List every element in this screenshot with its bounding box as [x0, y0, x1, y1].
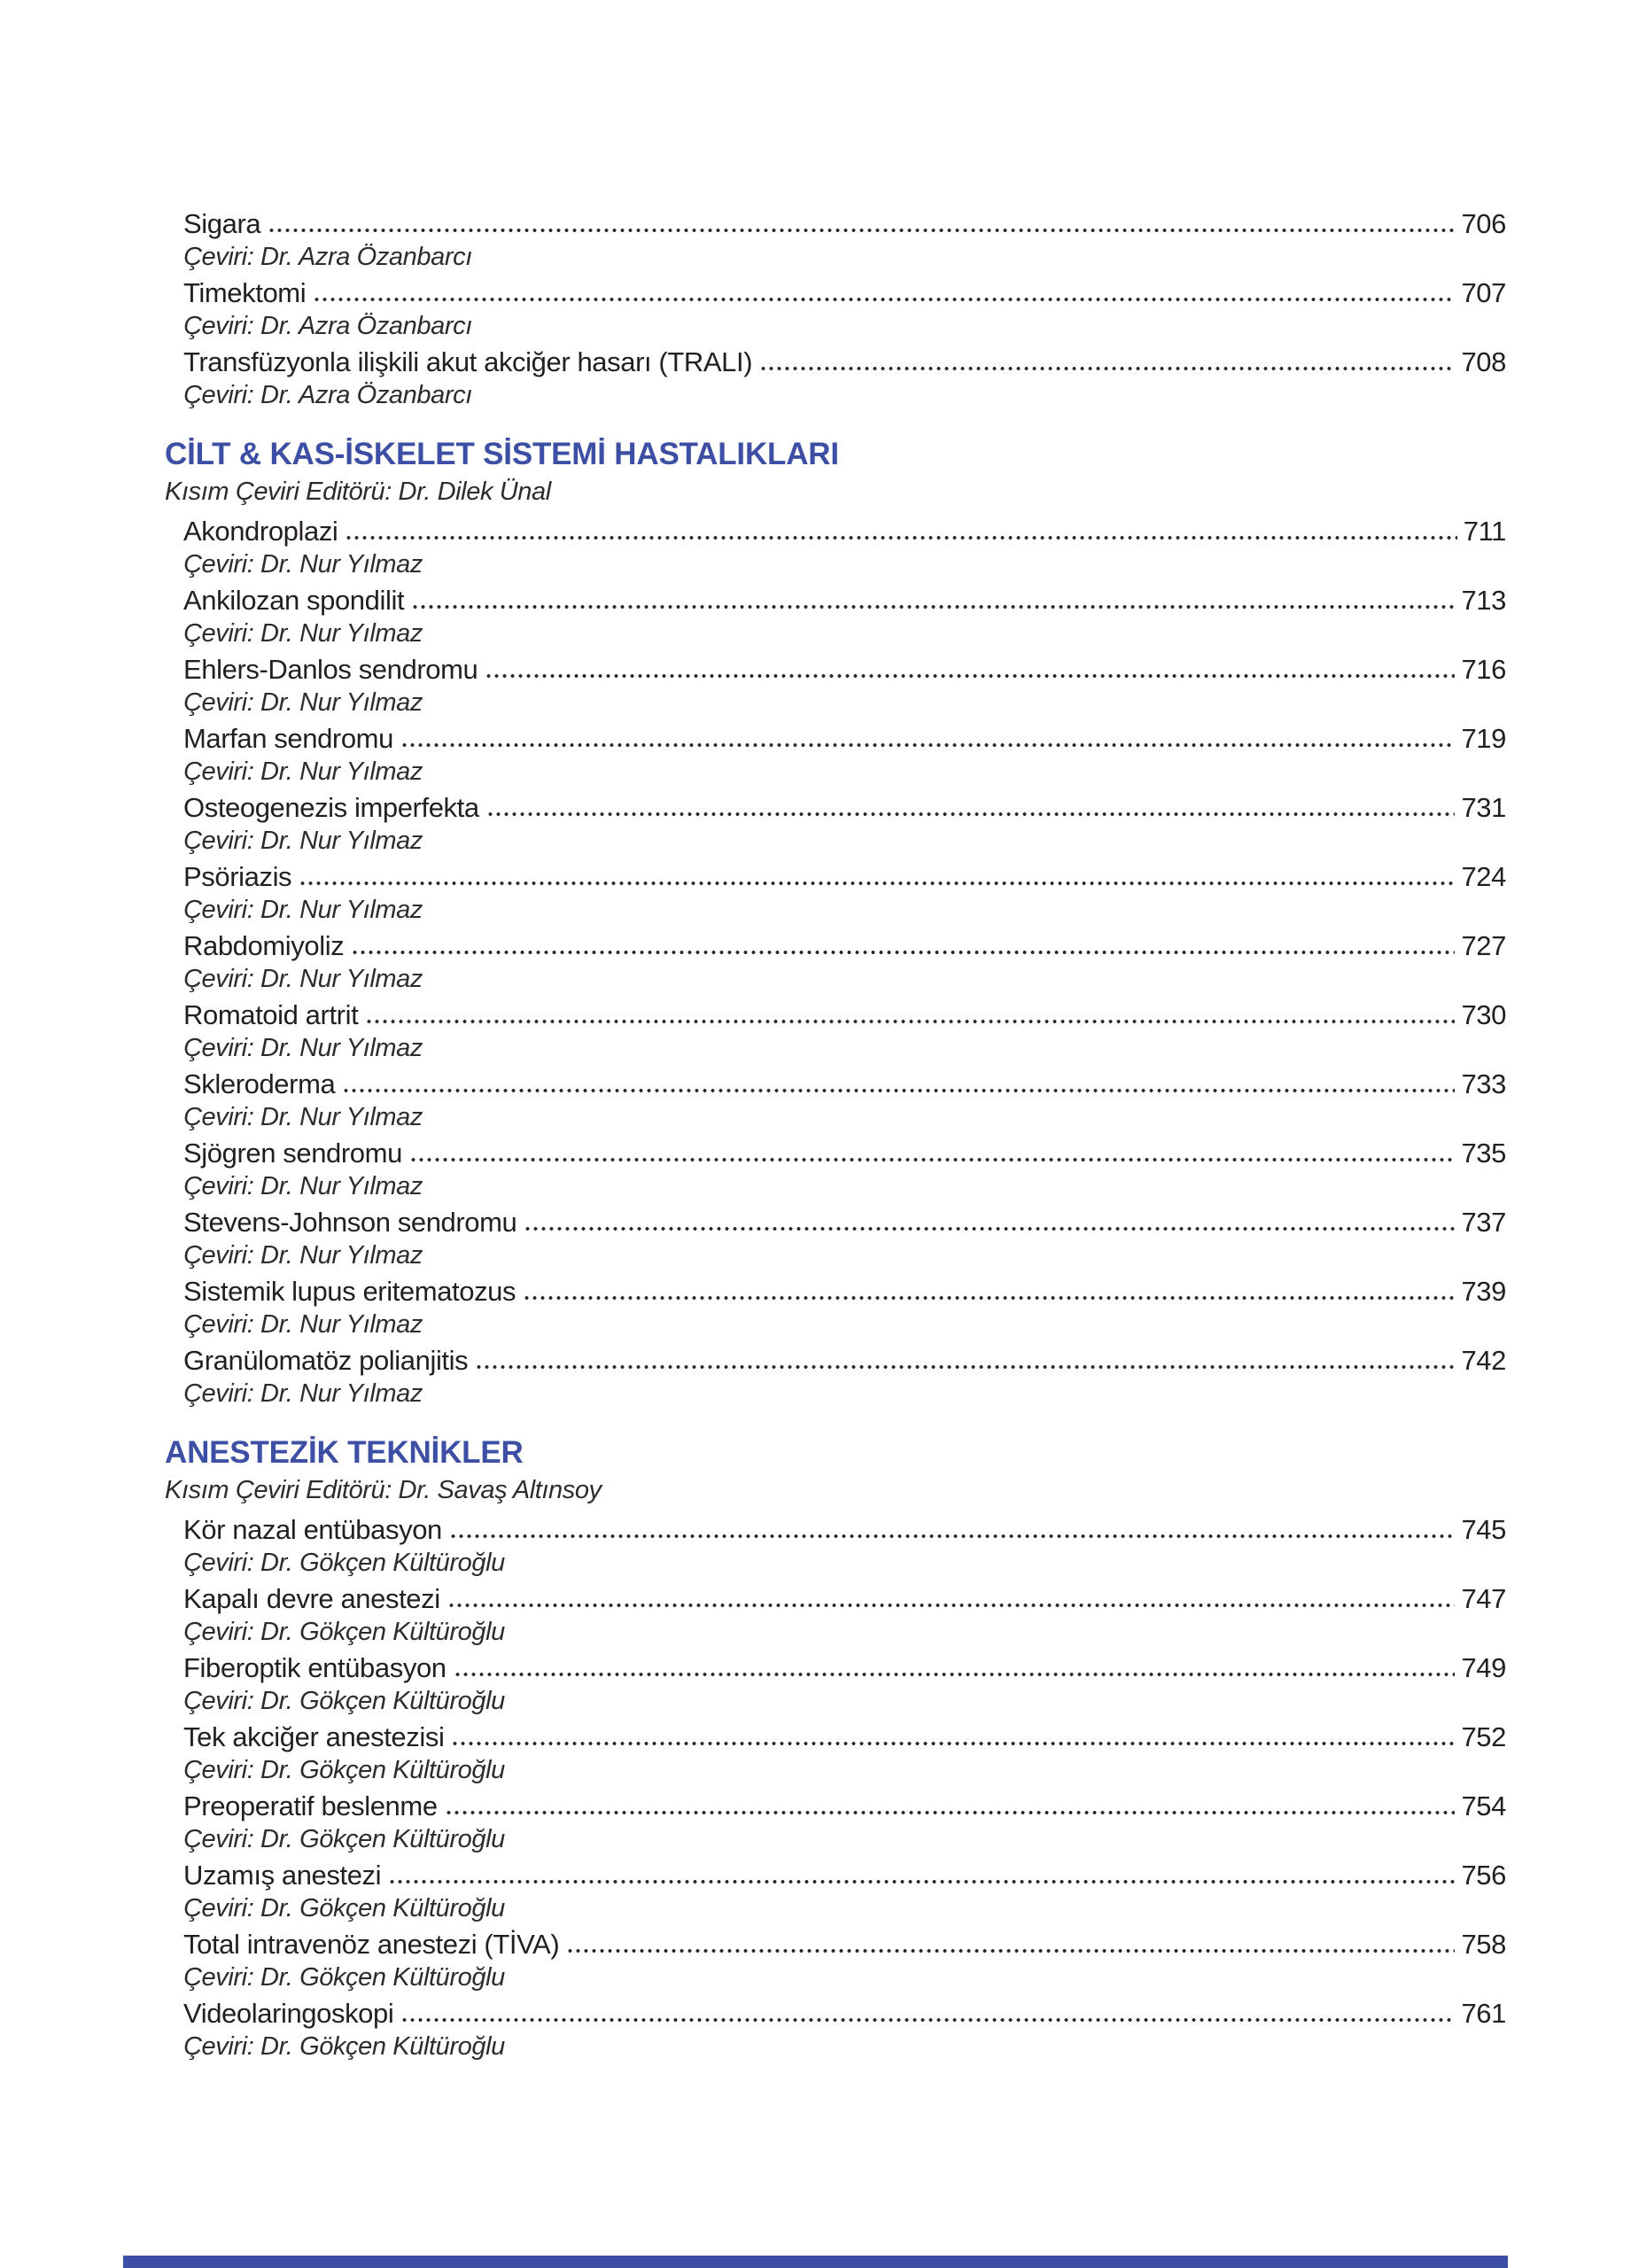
- toc-entry-translator: Çeviri: Dr. Nur Yılmaz: [183, 1379, 423, 1408]
- toc-entry-line: [183, 583, 1506, 618]
- toc-entry-translator: Çeviri: Dr. Nur Yılmaz: [183, 965, 423, 993]
- toc-page-number: 752: [1461, 1721, 1506, 1752]
- section-editor: Kısım Çeviri Editörü: Dr. Dilek Ünal: [165, 478, 551, 506]
- toc-entry-line: [183, 1789, 1506, 1824]
- toc-entry-line: [183, 859, 1506, 895]
- toc-page-number: 739: [1461, 1276, 1506, 1307]
- toc-entry[interactable]: [165, 1136, 1506, 1202]
- toc-leader-dots: [342, 1088, 1455, 1093]
- toc-leader-dots: [411, 604, 1455, 610]
- toc-page-number: 711: [1463, 516, 1506, 547]
- toc-entry-line: [183, 206, 1506, 242]
- toc-entry-line: [183, 345, 1506, 380]
- toc-leader-dots: [523, 1295, 1455, 1301]
- toc-entry-line: [183, 1651, 1506, 1686]
- toc-entry-line: [183, 1858, 1506, 1893]
- toc-section: [165, 434, 1506, 1410]
- toc-leader-dots: [449, 1534, 1456, 1539]
- toc-entry[interactable]: [165, 345, 1506, 411]
- toc-page-number: 713: [1461, 585, 1506, 616]
- toc-leader-dots: [566, 1948, 1455, 1953]
- toc-leader-dots: [299, 881, 1455, 886]
- toc-entry-translator: Çeviri: Dr. Gökçen Kültüroğlu: [183, 1894, 505, 1922]
- toc-page-number: 719: [1461, 723, 1506, 754]
- toc-entry-title: Rabdomiyoliz: [183, 930, 345, 961]
- toc-entry-line: [183, 514, 1506, 549]
- toc-entry-translator: Çeviri: Dr. Nur Yılmaz: [183, 619, 423, 648]
- toc-entry-line: [183, 1205, 1506, 1240]
- toc-entry[interactable]: [165, 514, 1506, 580]
- toc-entry[interactable]: [165, 998, 1506, 1064]
- toc-entry[interactable]: [165, 206, 1506, 273]
- toc-leader-dots: [524, 1226, 1455, 1231]
- toc-section: [165, 1433, 1506, 2062]
- toc-entry-title: Psöriazis: [183, 861, 292, 892]
- toc-entry-line: [183, 1274, 1506, 1309]
- toc-entry-translator: Çeviri: Dr. Nur Yılmaz: [183, 688, 423, 717]
- toc-entry-translator: Çeviri: Dr. Nur Yılmaz: [183, 896, 423, 924]
- toc-page-number: 708: [1461, 346, 1506, 377]
- toc-leader-dots: [409, 1157, 1456, 1162]
- toc-entry[interactable]: [165, 859, 1506, 926]
- toc-entry[interactable]: [165, 1927, 1506, 1993]
- toc-leader-dots: [400, 2017, 1455, 2023]
- toc-entry-line: [183, 1136, 1506, 1171]
- toc-entry-title: Osteogenezis imperfekta: [183, 792, 479, 823]
- toc-entry-translator: Çeviri: Dr. Azra Özanbarcı: [183, 381, 472, 409]
- toc-page-number: 707: [1461, 277, 1506, 308]
- toc-entry[interactable]: [165, 1651, 1506, 1717]
- toc-entry[interactable]: [165, 790, 1506, 857]
- toc-page-number: 716: [1461, 654, 1506, 685]
- toc-entry-line: [183, 998, 1506, 1033]
- toc-entry-translator: Çeviri: Dr. Nur Yılmaz: [183, 1241, 423, 1270]
- toc-entry[interactable]: [165, 1512, 1506, 1579]
- toc-entry-line: [183, 1512, 1506, 1548]
- toc-entry-translator: Çeviri: Dr. Nur Yılmaz: [183, 1034, 423, 1062]
- toc-entry-title: Granülomatöz polianjitis: [183, 1345, 469, 1376]
- toc-entry-line: [183, 1720, 1506, 1755]
- toc-entry-title: Transfüzyonla ilişkili akut akciğer hasarı (TRALI): [183, 346, 753, 377]
- toc-leader-dots: [451, 1741, 1455, 1746]
- toc-page-number: 724: [1461, 861, 1506, 892]
- toc-entry-line: [183, 721, 1506, 757]
- toc-page-number: 745: [1461, 1514, 1506, 1545]
- toc-entry-translator: Çeviri: Dr. Nur Yılmaz: [183, 827, 423, 855]
- toc-leader-dots: [485, 673, 1455, 679]
- section-entries: [165, 514, 1506, 1410]
- toc-entry-line: [183, 1067, 1506, 1102]
- toc-entry-translator: Çeviri: Dr. Nur Yılmaz: [183, 1103, 423, 1131]
- toc-entry-title: Sjögren sendromu: [183, 1138, 402, 1169]
- toc-entry-translator: Çeviri: Dr. Nur Yılmaz: [183, 757, 423, 786]
- toc-entry[interactable]: [165, 1581, 1506, 1648]
- toc-entry-title: Tek akciğer anestezisi: [183, 1721, 445, 1752]
- toc-entry-title: Stevens-Johnson sendromu: [183, 1207, 517, 1238]
- toc-leader-dots: [400, 742, 1456, 748]
- toc-entry-translator: Çeviri: Dr. Nur Yılmaz: [183, 1310, 423, 1339]
- toc-page-number: 730: [1461, 999, 1506, 1030]
- toc-entry-title: Timektomi: [183, 277, 307, 308]
- toc-page-number: 758: [1461, 1929, 1506, 1960]
- toc-page-number: 731: [1461, 792, 1506, 823]
- toc-entry-title: Kapalı devre anestezi: [183, 1583, 440, 1614]
- toc-page-number: 747: [1461, 1583, 1506, 1614]
- toc-entry[interactable]: [165, 928, 1506, 995]
- toc-entry-line: [183, 1343, 1506, 1379]
- toc-page-number: 706: [1461, 208, 1506, 239]
- toc-entry[interactable]: [165, 652, 1506, 718]
- toc-entry[interactable]: [165, 1720, 1506, 1786]
- toc-entry-line: [183, 928, 1506, 964]
- footer-accent-bar: [123, 2256, 1508, 2268]
- section-entries: [165, 1512, 1506, 2062]
- toc-leader-dots: [313, 297, 1455, 302]
- toc-entry-translator: Çeviri: Dr. Gökçen Kültüroğlu: [183, 1963, 505, 1992]
- toc-entry-translator: Çeviri: Dr. Gökçen Kültüroğlu: [183, 2032, 505, 2061]
- toc-content: [165, 206, 1506, 2065]
- toc-entry-line: [183, 1581, 1506, 1617]
- toc-leader-dots: [365, 1019, 1455, 1024]
- toc-entry[interactable]: [165, 721, 1506, 788]
- toc-entry-title: Uzamış anestezi: [183, 1860, 382, 1891]
- toc-page-number: 733: [1461, 1068, 1506, 1099]
- toc-entry-title: Ehlers-Danlos sendromu: [183, 654, 478, 685]
- toc-page-number: 742: [1461, 1345, 1506, 1376]
- toc-entry[interactable]: [165, 1205, 1506, 1271]
- toc-entry-line: [183, 1927, 1506, 1962]
- toc-entry-title: Preoperatif beslenme: [183, 1790, 438, 1821]
- toc-entry-title: Ankilozan spondilit: [183, 585, 405, 616]
- toc-leader-dots: [445, 1810, 1456, 1815]
- toc-leader-dots: [345, 535, 1456, 540]
- toc-entry-translator: Çeviri: Dr. Gökçen Kültüroğlu: [183, 1618, 505, 1646]
- toc-entry-line: [183, 276, 1506, 311]
- toc-entry[interactable]: [165, 583, 1506, 649]
- toc-entry-translator: Çeviri: Dr. Azra Özanbarcı: [183, 243, 472, 271]
- toc-entry[interactable]: [165, 1274, 1506, 1340]
- toc-entry-translator: Çeviri: Dr. Nur Yılmaz: [183, 1172, 423, 1200]
- toc-entry-translator: Çeviri: Dr. Gökçen Kültüroğlu: [183, 1687, 505, 1715]
- toc-entry-title: Sistemik lupus eritematozus: [183, 1276, 516, 1307]
- toc-entry-title: Kör nazal entübasyon: [183, 1514, 442, 1545]
- toc-entry-translator: Çeviri: Dr. Gökçen Kültüroğlu: [183, 1756, 505, 1784]
- toc-entry-line: [183, 790, 1506, 826]
- section-title: ANESTEZİK TEKNİKLER: [165, 1435, 524, 1470]
- toc-entry[interactable]: [165, 1343, 1506, 1410]
- toc-leader-dots: [759, 366, 1455, 371]
- toc-entry-translator: Çeviri: Dr. Gökçen Kültüroğlu: [183, 1825, 505, 1853]
- toc-entry-title: Romatoid artrit: [183, 999, 359, 1030]
- toc-entry-translator: Çeviri: Dr. Azra Özanbarcı: [183, 312, 472, 340]
- toc-entry-title: Akondroplazi: [183, 516, 338, 547]
- toc-leader-dots: [454, 1672, 1456, 1677]
- toc-leader-dots: [351, 950, 1455, 955]
- toc-entry[interactable]: [165, 276, 1506, 342]
- toc-entry-translator: Çeviri: Dr. Gökçen Kültüroğlu: [183, 1549, 505, 1577]
- toc-page-number: 735: [1461, 1138, 1506, 1169]
- toc-entry-title: Videolaringoskopi: [183, 1998, 394, 2029]
- toc-entry[interactable]: [165, 1858, 1506, 1924]
- toc-entry[interactable]: [165, 1789, 1506, 1855]
- toc-page-number: 761: [1461, 1998, 1506, 2029]
- toc-leader-dots: [486, 812, 1456, 817]
- toc-page-number: 754: [1461, 1790, 1506, 1821]
- toc-page-number: 727: [1461, 930, 1506, 961]
- toc-entry-translator: Çeviri: Dr. Nur Yılmaz: [183, 550, 423, 579]
- toc-entry-line: [183, 1996, 1506, 2031]
- toc-entry[interactable]: [165, 1996, 1506, 2062]
- toc-entry-title: Skleroderma: [183, 1068, 336, 1099]
- toc-leader-dots: [475, 1364, 1455, 1370]
- section-title: CİLT & KAS-İSKELET SİSTEMİ HASTALIKLARI: [165, 437, 839, 471]
- toc-page-number: 737: [1461, 1207, 1506, 1238]
- toc-entry-title: Total intravenöz anestezi (TİVA): [183, 1929, 560, 1960]
- toc-page-number: 756: [1461, 1860, 1506, 1891]
- section-editor: Kısım Çeviri Editörü: Dr. Savaş Altınsoy: [165, 1476, 602, 1504]
- toc-entry-title: Sigara: [183, 208, 261, 239]
- toc-entry-title: Marfan sendromu: [183, 723, 393, 754]
- toc-entry[interactable]: [165, 1067, 1506, 1133]
- toc-entry-title: Fiberoptik entübasyon: [183, 1652, 447, 1683]
- toc-page-number: 749: [1461, 1652, 1506, 1683]
- toc-leader-dots: [388, 1879, 1455, 1884]
- toc-leader-dots: [447, 1603, 1456, 1608]
- toc-entry-line: [183, 652, 1506, 687]
- toc-leader-dots: [268, 228, 1455, 233]
